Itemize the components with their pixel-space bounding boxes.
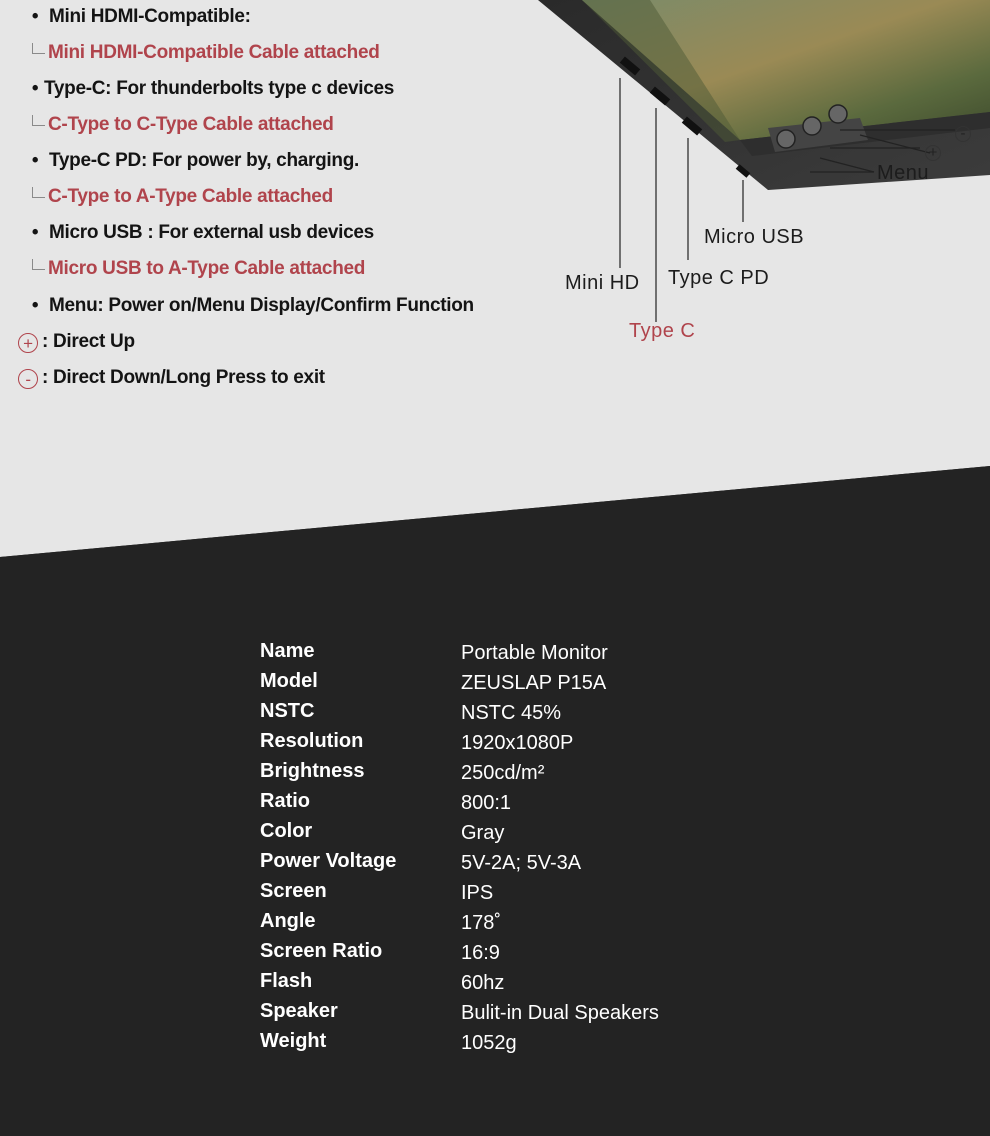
feature-text: : Direct Down/Long Press to exit <box>42 367 325 388</box>
spec-value: Bulit-in Dual Speakers <box>461 1002 659 1024</box>
label-menu: Menu <box>877 162 930 184</box>
spec-key: Screen <box>260 880 327 902</box>
spec-value: 16:9 <box>461 942 500 964</box>
spec-key: Color <box>260 820 313 842</box>
spec-row-flash <box>260 970 780 1000</box>
spec-row-color <box>260 820 780 850</box>
spec-key: Ratio <box>260 790 310 812</box>
elbow-connector-icon <box>32 259 45 270</box>
spec-value: 800:1 <box>461 792 512 814</box>
feature-text: Mini HDMI-Compatible Cable attached <box>48 42 380 63</box>
feature-text: Type-C: For thunderbolts type c devices <box>44 78 395 99</box>
elbow-connector-icon <box>32 115 45 126</box>
spec-row-resolution <box>260 730 780 760</box>
feature-type-c-pd <box>26 150 359 172</box>
spec-row-screen <box>260 880 780 910</box>
spec-key: Model <box>260 670 318 692</box>
feature-text: C-Type to A-Type Cable attached <box>48 186 333 207</box>
label-type-c: Type C <box>629 320 696 342</box>
feature-list <box>0 0 560 400</box>
spec-value: 1052g <box>461 1032 517 1054</box>
spec-key: Speaker <box>260 1000 338 1022</box>
bullet-icon: • <box>31 150 39 171</box>
feature-text: Mini HDMI-Compatible: <box>48 6 251 27</box>
feature-plus-button <box>18 331 135 353</box>
feature-text: Menu: Power on/Menu Display/Confirm Function <box>48 295 474 316</box>
feature-minus-button <box>18 367 325 389</box>
feature-mini-hdmi-cable <box>32 42 380 64</box>
spec-table <box>260 640 780 1060</box>
elbow-connector-icon <box>32 187 45 198</box>
feature-text: Micro USB to A-Type Cable attached <box>48 258 366 279</box>
bullet-icon: • <box>31 78 39 99</box>
spec-key: Weight <box>260 1030 327 1052</box>
spec-value: ZEUSLAP P15A <box>461 672 607 694</box>
spec-key: Angle <box>260 910 316 932</box>
spec-row-ratio <box>260 790 780 820</box>
bullet-icon: • <box>31 295 39 316</box>
label-micro-usb: Micro USB <box>704 226 805 248</box>
spec-key: Name <box>260 640 315 662</box>
minus-icon: - <box>955 126 971 142</box>
spec-value: 178˚ <box>461 912 502 934</box>
bullet-icon: • <box>31 6 39 27</box>
spec-key: Resolution <box>260 730 364 752</box>
feature-type-c-cable <box>32 114 334 136</box>
feature-menu <box>26 295 474 317</box>
spec-row-name <box>260 640 780 670</box>
feature-text: Type-C PD: For power by, charging. <box>48 150 359 171</box>
spec-row-screen-ratio <box>260 940 780 970</box>
spec-value: 1920x1080P <box>461 732 574 754</box>
feature-micro-usb <box>26 222 374 244</box>
spec-key: Brightness <box>260 760 365 782</box>
monitor-port-diagram <box>530 0 990 360</box>
spec-key: Flash <box>260 970 313 992</box>
label-mini-hd: Mini HD <box>565 272 640 294</box>
feature-text: : Direct Up <box>42 331 135 352</box>
feature-text: C-Type to C-Type Cable attached <box>48 114 334 135</box>
spec-value: Portable Monitor <box>461 642 608 664</box>
feature-micro-usb-cable <box>32 258 365 280</box>
label-type-c-pd: Type C PD <box>668 267 770 289</box>
spec-value: IPS <box>461 882 494 904</box>
spec-value: 5V-2A; 5V-3A <box>461 852 582 874</box>
feature-mini-hdmi <box>26 6 251 28</box>
bullet-icon: • <box>31 222 39 243</box>
spec-value: NSTC 45% <box>461 702 562 724</box>
spec-row-nstc <box>260 700 780 730</box>
plus-icon: + <box>18 333 38 353</box>
spec-row-weight <box>260 1030 780 1060</box>
spec-row-model <box>260 670 780 700</box>
spec-key: Power Voltage <box>260 850 397 872</box>
spec-row-power-voltage <box>260 850 780 880</box>
feature-type-c <box>26 78 394 100</box>
plus-icon: + <box>925 145 941 161</box>
spec-key: Screen Ratio <box>260 940 383 962</box>
spec-row-angle <box>260 910 780 940</box>
minus-icon: - <box>18 369 38 389</box>
spec-value: 250cd/m² <box>461 762 545 784</box>
spec-key: NSTC <box>260 700 315 722</box>
spec-value: 60hz <box>461 972 505 994</box>
spec-value: Gray <box>461 822 505 844</box>
spec-row-brightness <box>260 760 780 790</box>
feature-type-c-pd-cable <box>32 186 333 208</box>
feature-text: Micro USB : For external usb devices <box>48 222 374 243</box>
spec-row-speaker <box>260 1000 780 1030</box>
elbow-connector-icon <box>32 43 45 54</box>
